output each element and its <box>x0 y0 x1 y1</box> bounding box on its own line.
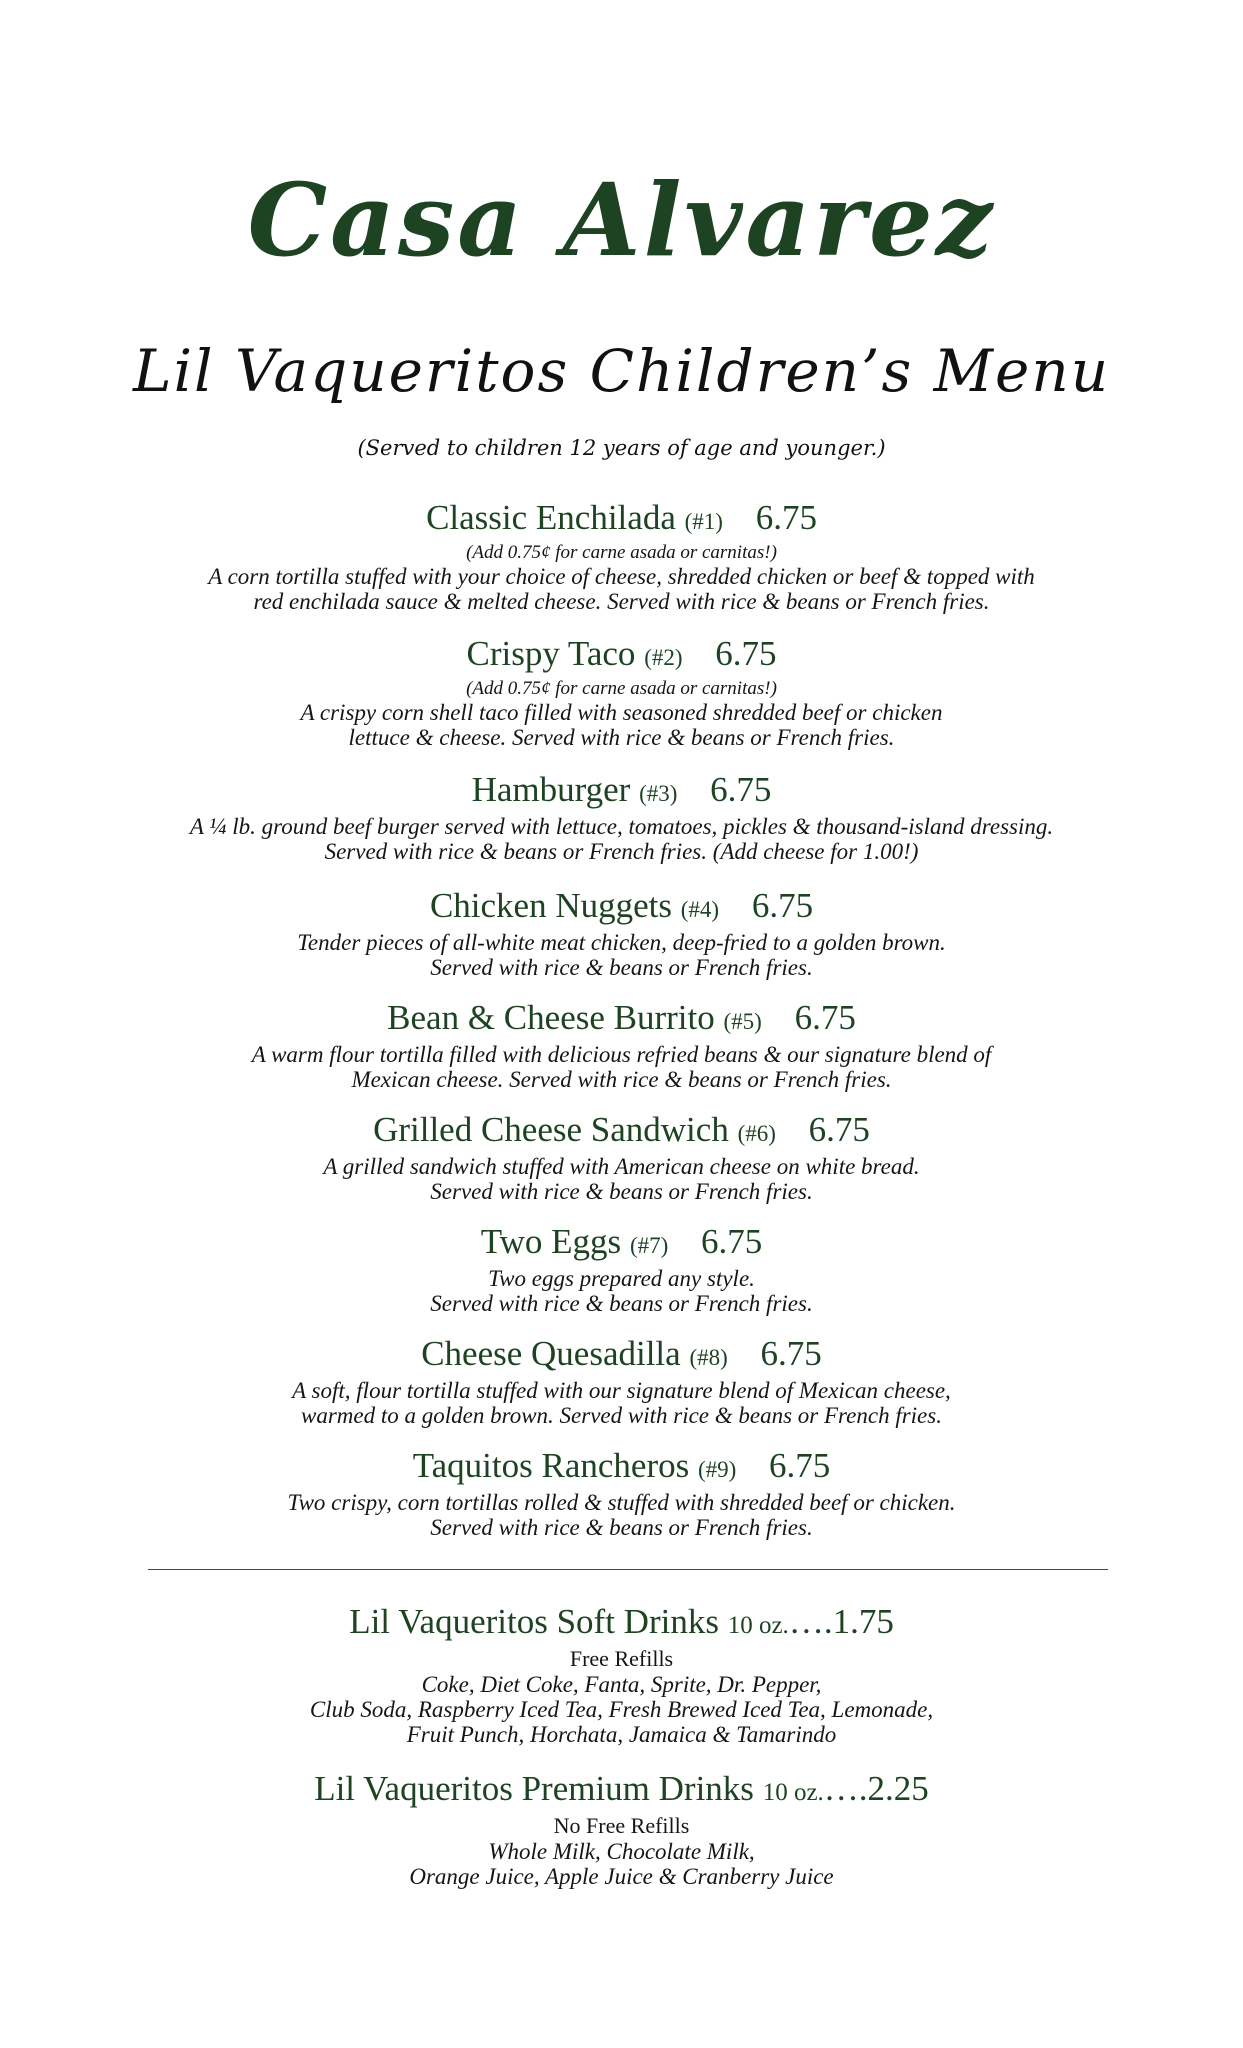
item-price: 6.75 <box>755 498 817 537</box>
item-name: Cheese Quesadilla <box>421 1334 681 1373</box>
item-description <box>0 542 1243 614</box>
item-number: (#6) <box>737 1121 776 1146</box>
item-description <box>0 1266 1243 1316</box>
drink-name: Lil Vaqueritos Soft Drinks <box>349 1602 719 1641</box>
item-title <box>0 998 1243 1042</box>
item-description <box>0 1042 1243 1092</box>
item-addon: (Add 0.75¢ for carne asada or carnitas!) <box>466 678 777 699</box>
drink-size: 10 oz. <box>762 1779 824 1806</box>
drink-leader: …. <box>788 1602 833 1641</box>
description-line: Tender pieces of all-white meat chicken, deep-fried to a golden brown. <box>297 930 946 955</box>
description-line: A crispy corn shell taco filled with seasoned shredded beef or chicken <box>300 700 943 725</box>
item-title <box>0 1110 1243 1154</box>
description-line: Two eggs prepared any style. <box>488 1266 755 1291</box>
item-title <box>0 886 1243 930</box>
drink-list-line: Club Soda, Raspberry Iced Tea, Fresh Brewed Iced Tea, Lemonade, <box>309 1697 934 1722</box>
restaurant-name: Casa Alvarez <box>247 161 996 279</box>
item-number: (#7) <box>629 1233 669 1258</box>
description-line: warmed to a golden brown. Served with rice & beans or French fries. <box>301 1403 942 1428</box>
item-number: (#4) <box>680 897 720 922</box>
item-price: 6.75 <box>769 1446 831 1485</box>
item-title <box>0 1446 1243 1490</box>
drink-list-line: Fruit Punch, Horchata, Jamaica & Tamarindo <box>406 1722 837 1747</box>
menu-item-crispy-taco <box>0 634 1243 750</box>
drink-title <box>0 1602 1243 1646</box>
menu-item-cheese-quesadilla <box>0 1334 1243 1428</box>
description-line: Served with rice & beans or French fries. <box>430 1179 813 1204</box>
item-number: (#1) <box>684 509 723 534</box>
item-addon: (Add 0.75¢ for carne asada or carnitas!) <box>466 542 777 563</box>
item-name: Two Eggs <box>480 1222 622 1261</box>
item-price: 6.75 <box>760 1334 822 1373</box>
item-name: Grilled Cheese Sandwich <box>373 1110 729 1149</box>
description-line: red enchilada sauce & melted cheese. Served with rice & beans or French fries. <box>253 589 990 614</box>
item-name: Hamburger <box>471 770 631 809</box>
item-name: Crispy Taco <box>466 634 636 673</box>
description-line: A ¼ lb. ground beef burger served with lettuce, tomatoes, pickles & thousand-island dressing. <box>189 814 1054 839</box>
menu-item-taquitos-rancheros <box>0 1446 1243 1540</box>
description-line: Mexican cheese. Served with rice & beans or French fries. <box>351 1067 892 1092</box>
item-price: 6.75 <box>701 1222 763 1261</box>
item-number: (#3) <box>639 781 678 806</box>
drinks-premium <box>0 1769 1243 1889</box>
drink-price: 1.75 <box>832 1602 894 1641</box>
refill-note: Free Refills <box>569 1646 674 1671</box>
drink-leader: …. <box>823 1769 868 1808</box>
drink-list <box>0 1672 1243 1747</box>
item-description <box>0 1490 1243 1540</box>
description-line: A soft, flour tortilla stuffed with our signature blend of Mexican cheese, <box>292 1378 951 1403</box>
menu-item-bean-cheese-burrito <box>0 998 1243 1092</box>
description-line: A grilled sandwich stuffed with American cheese on white bread. <box>323 1154 920 1179</box>
item-price: 6.75 <box>751 886 814 925</box>
menu-title: Lil Vaqueritos Children’s Menu <box>132 337 1111 405</box>
drink-list-line: Whole Milk, Chocolate Milk, <box>488 1839 755 1864</box>
age-note: (Served to children 12 years of age and younger.) <box>357 436 886 460</box>
item-number: (#2) <box>644 645 683 670</box>
drink-title <box>0 1769 1243 1813</box>
description-line: Served with rice & beans or French fries. (Add cheese for 1.00!) <box>324 839 919 864</box>
item-description <box>0 678 1243 750</box>
item-description <box>0 930 1243 980</box>
drink-list-line: Coke, Diet Coke, Fanta, Sprite, Dr. Pepper, <box>421 1672 822 1697</box>
item-price: 6.75 <box>710 770 772 809</box>
item-number: (#8) <box>689 1345 728 1370</box>
item-name: Taquitos Rancheros <box>412 1446 690 1485</box>
drink-list <box>0 1839 1243 1889</box>
menu-item-grilled-cheese <box>0 1110 1243 1204</box>
item-description <box>0 1154 1243 1204</box>
item-number: (#9) <box>697 1457 737 1482</box>
menu-item-two-eggs <box>0 1222 1243 1316</box>
item-name: Bean & Cheese Burrito <box>387 998 715 1037</box>
item-title <box>0 770 1243 814</box>
description-line: A warm flour tortilla filled with delicious refried beans & our signature blend of <box>251 1042 992 1067</box>
drink-price: 2.25 <box>867 1769 929 1808</box>
section-divider <box>148 1569 1108 1570</box>
item-description <box>0 814 1243 864</box>
description-line: Served with rice & beans or French fries. <box>430 1515 813 1540</box>
item-price: 6.75 <box>794 998 856 1037</box>
description-line: Served with rice & beans or French fries. <box>430 1291 813 1316</box>
menu-item-hamburger <box>0 770 1243 864</box>
item-title <box>0 634 1243 678</box>
description-line: Two crispy, corn tortillas rolled & stuffed with shredded beef or chicken. <box>287 1490 956 1515</box>
menu-item-classic-enchilada <box>0 498 1243 614</box>
menu-item-chicken-nuggets <box>0 886 1243 980</box>
drink-name: Lil Vaqueritos Premium Drinks <box>314 1769 754 1808</box>
item-price: 6.75 <box>808 1110 870 1149</box>
drink-list-line: Orange Juice, Apple Juice & Cranberry Juice <box>409 1864 834 1889</box>
refill-note: No Free Refills <box>553 1813 690 1838</box>
description-line: lettuce & cheese. Served with rice & beans or French fries. <box>348 725 895 750</box>
drink-size: 10 oz. <box>727 1612 789 1639</box>
item-name: Chicken Nuggets <box>429 886 672 925</box>
item-description <box>0 1378 1243 1428</box>
description-line: A corn tortilla stuffed with your choice of cheese, shredded chicken or beef & topped with <box>208 564 1035 589</box>
item-title <box>0 1334 1243 1378</box>
drinks-soft <box>0 1602 1243 1747</box>
item-title <box>0 1222 1243 1266</box>
item-number: (#5) <box>723 1009 762 1034</box>
item-name: Classic Enchilada <box>426 498 676 537</box>
item-price: 6.75 <box>715 634 777 673</box>
item-title <box>0 498 1243 542</box>
description-line: Served with rice & beans or French fries. <box>430 955 813 980</box>
